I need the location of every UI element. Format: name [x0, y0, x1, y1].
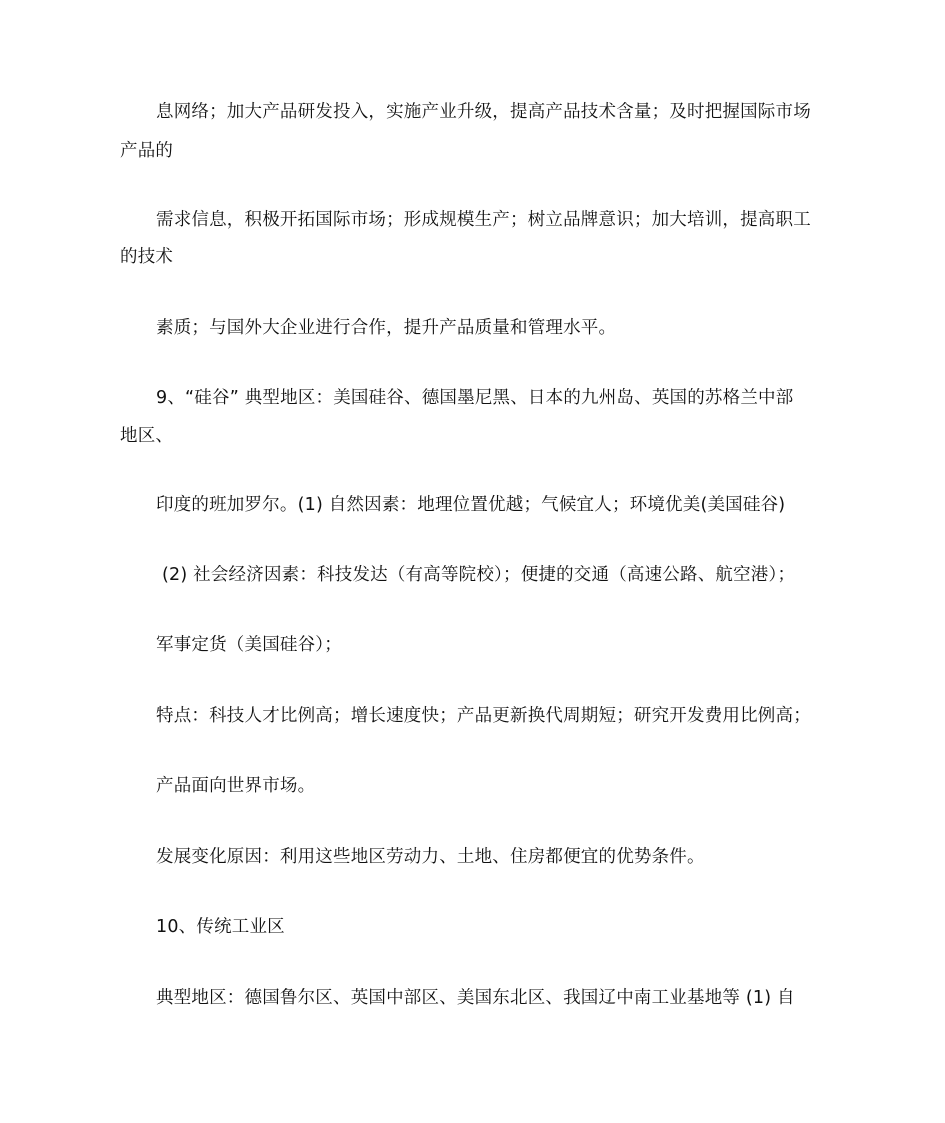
paragraph-line: 特点：科技人才比例高；增长速度快；产品更新换代周期短；研究开发费用比例高；	[156, 706, 811, 726]
paragraph-line: 息网络；加大产品研发投入，实施产业升级，提高产品技术含量；及时把握国际市场	[156, 102, 811, 122]
paragraph-line: 典型地区：德国鲁尔区、英国中部区、美国东北区、我国辽中南工业基地等 (1) 自	[156, 988, 795, 1008]
paragraph-line: (2) 社会经济因素：科技发达（有高等院校）；便捷的交通（高速公路、航空港）；	[162, 565, 796, 585]
section-heading: 10、传统工业区	[156, 917, 285, 937]
paragraph-line: 发展变化原因：利用这些地区劳动力、土地、住房都便宜的优势条件。	[156, 847, 705, 867]
paragraph-line: 9、“硅谷” 典型地区：美国硅谷、德国墨尼黑、日本的九州岛、英国的苏格兰中部	[156, 388, 794, 408]
paragraph-line: 产品面向世界市场。	[156, 776, 316, 796]
paragraph-line: 产品的	[120, 141, 174, 161]
paragraph-line: 军事定货（美国硅谷）；	[156, 635, 342, 655]
paragraph-line: 需求信息，积极开拓国际市场；形成规模生产；树立品牌意识；加大培训，提高职工	[156, 210, 811, 230]
paragraph-line: 素质；与国外大企业进行合作，提升产品质量和管理水平。	[156, 318, 617, 338]
paragraph-line: 地区、	[120, 426, 174, 446]
paragraph-line: 印度的班加罗尔。(1) 自然因素：地理位置优越；气候宜人；环境优美(美国硅谷)	[156, 495, 786, 515]
paragraph-line: 的技术	[120, 247, 174, 267]
